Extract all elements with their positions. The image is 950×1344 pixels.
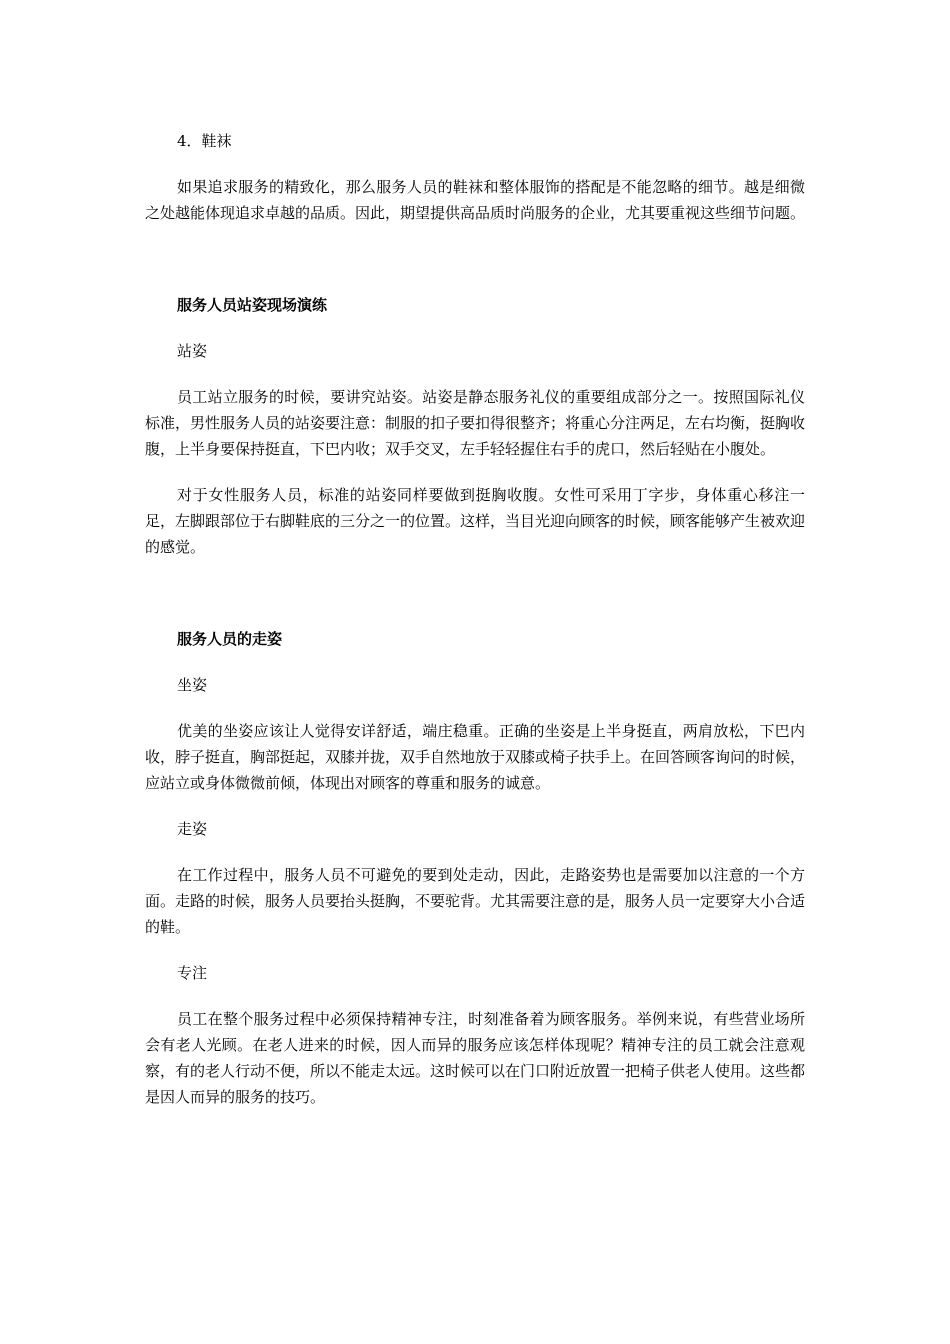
section-label-shoes: 4．鞋袜 bbox=[177, 132, 232, 150]
document-page bbox=[145, 128, 805, 1110]
paragraph-sitting: 优美的坐姿应该让人觉得安详舒适，端庄稳重。正确的坐姿是上半身挺直，两肩放松，下巴内收，脖子挺直，胸部挺起，双膝并拢，双手自然地放于双膝或椅子扶手上。在回答顾客询问的时候，应站立或身体微微前倾，体现出对顾客的尊重和服务的诚意。 bbox=[145, 722, 806, 792]
section-label-standing: 站姿 bbox=[177, 342, 208, 360]
paragraph-standing-female: 对于女性服务人员，标准的站姿同样要做到挺胸收腹。女性可采用丁字步，身体重心移注一足，左脚跟部位于右脚鞋底的三分之一的位置。这样，当目光迎向顾客的时候，顾客能够产生被欢迎的感觉。 bbox=[145, 486, 806, 556]
paragraph-standing-male: 员工站立服务的时候，要讲究站姿。站姿是静态服务礼仪的重要组成部分之一。按照国际礼仪标准，男性服务人员的站姿要注意：制服的扣子要扣得很整齐；将重心分注两足，左右均衡，挺胸收腹，上半身要保持挺直，下巴内收；双手交叉，左手轻轻握住右手的虎口，然后轻贴在小腹处。 bbox=[145, 388, 806, 458]
section-label-focus: 专注 bbox=[177, 964, 208, 982]
section-label-sitting: 坐姿 bbox=[177, 676, 208, 694]
paragraph-walking: 在工作过程中，服务人员不可避免的要到处走动，因此，走路姿势也是需要加以注意的一个方面。走路的时候，服务人员要抬头挺胸，不要驼背。尤其需要注意的是，服务人员一定要穿大小合适的鞋。 bbox=[145, 866, 806, 936]
section-label-walking: 走姿 bbox=[177, 820, 208, 838]
heading-standing-drill: 服务人员站姿现场演练 bbox=[177, 296, 328, 314]
heading-walking: 服务人员的走姿 bbox=[177, 630, 283, 648]
paragraph-shoes: 如果追求服务的精致化，那么服务人员的鞋袜和整体服饰的搭配是不能忽略的细节。越是细微之处越能体现追求卓越的品质。因此，期望提供高品质时尚服务的企业，尤其要重视这些细节问题。 bbox=[145, 178, 806, 222]
paragraph-focus: 员工在整个服务过程中必须保持精神专注，时刻准备着为顾客服务。举例来说，有些营业场所会有老人光顾。在老人进来的时候，因人而异的服务应该怎样体现呢？精神专注的员工就会注意观察，有的老人行动不便，所以不能走太远。这时候可以在门口附近放置一把椅子供老人使用。这些都是因人而异的服务的技巧。 bbox=[145, 1010, 806, 1106]
